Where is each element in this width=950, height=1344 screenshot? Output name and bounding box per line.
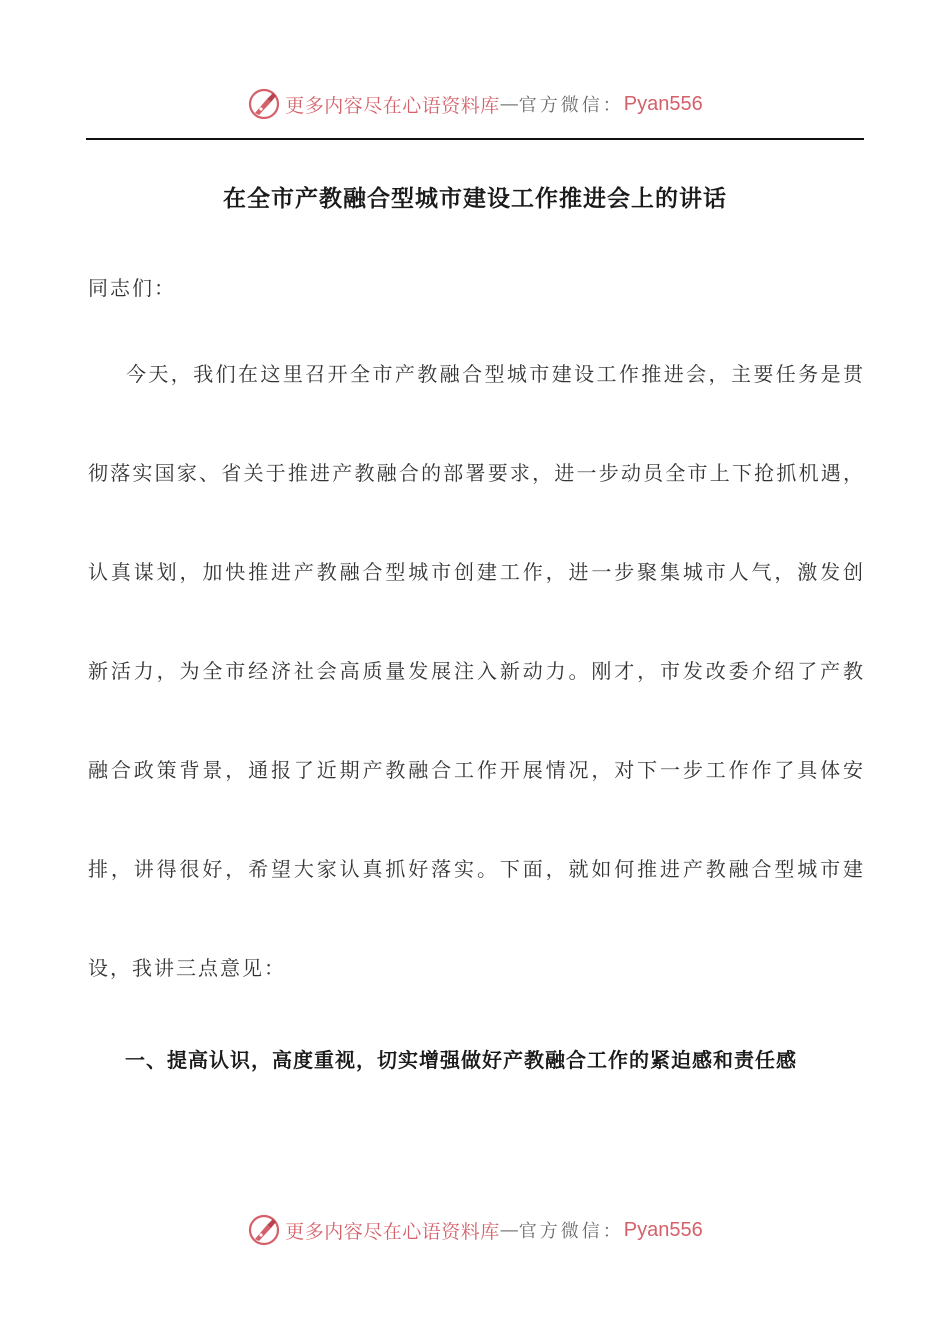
header-banner [0,84,950,124]
wechat-id: Pyan556 [623,1218,703,1241]
paragraph-line: 设，我讲三点意见： [88,956,286,980]
section-heading: 一、提高认识，高度重视，切实增强做好产教融合工作的紧迫感和责任感 [125,1048,797,1072]
pen-nib-logo-icon [247,1213,281,1247]
header-divider [86,138,864,140]
wechat-label: 官方微信： [518,1221,624,1242]
paragraph-line: 彻落实国家、省关于推进产教融合的部署要求，进一步动员全市上下抢抓机遇， [88,461,863,485]
brand-text: 更多内容尽在心语资料库 [285,94,500,117]
footer-banner [0,1210,950,1250]
wechat-label: 官方微信： [518,95,624,116]
paragraph-line: 排，讲得很好，希望大家认真抓好落实。下面，就如何推进产教融合型城市建 [88,857,863,881]
pen-nib-logo-icon [247,87,281,121]
document-title: 在全市产教融合型城市建设工作推进会上的讲话 [223,186,727,212]
wechat-id: Pyan556 [623,92,703,115]
banner-dash: — [499,93,519,115]
paragraph-line: 认真谋划，加快推进产教融合型城市创建工作，进一步聚集城市人气，激发创 [88,560,863,584]
paragraph-line: 今天，我们在这里召开全市产教融合型城市建设工作推进会，主要任务是贯 [126,362,863,386]
banner-dash: — [499,1219,519,1241]
paragraph-line: 融合政策背景，通报了近期产教融合工作开展情况，对下一步工作作了具体安 [88,758,863,782]
paragraph-line: 新活力，为全市经济社会高质量发展注入新动力。刚才，市发改委介绍了产教 [88,659,863,683]
brand-text: 更多内容尽在心语资料库 [285,1220,500,1243]
salutation: 同志们： [88,276,176,300]
